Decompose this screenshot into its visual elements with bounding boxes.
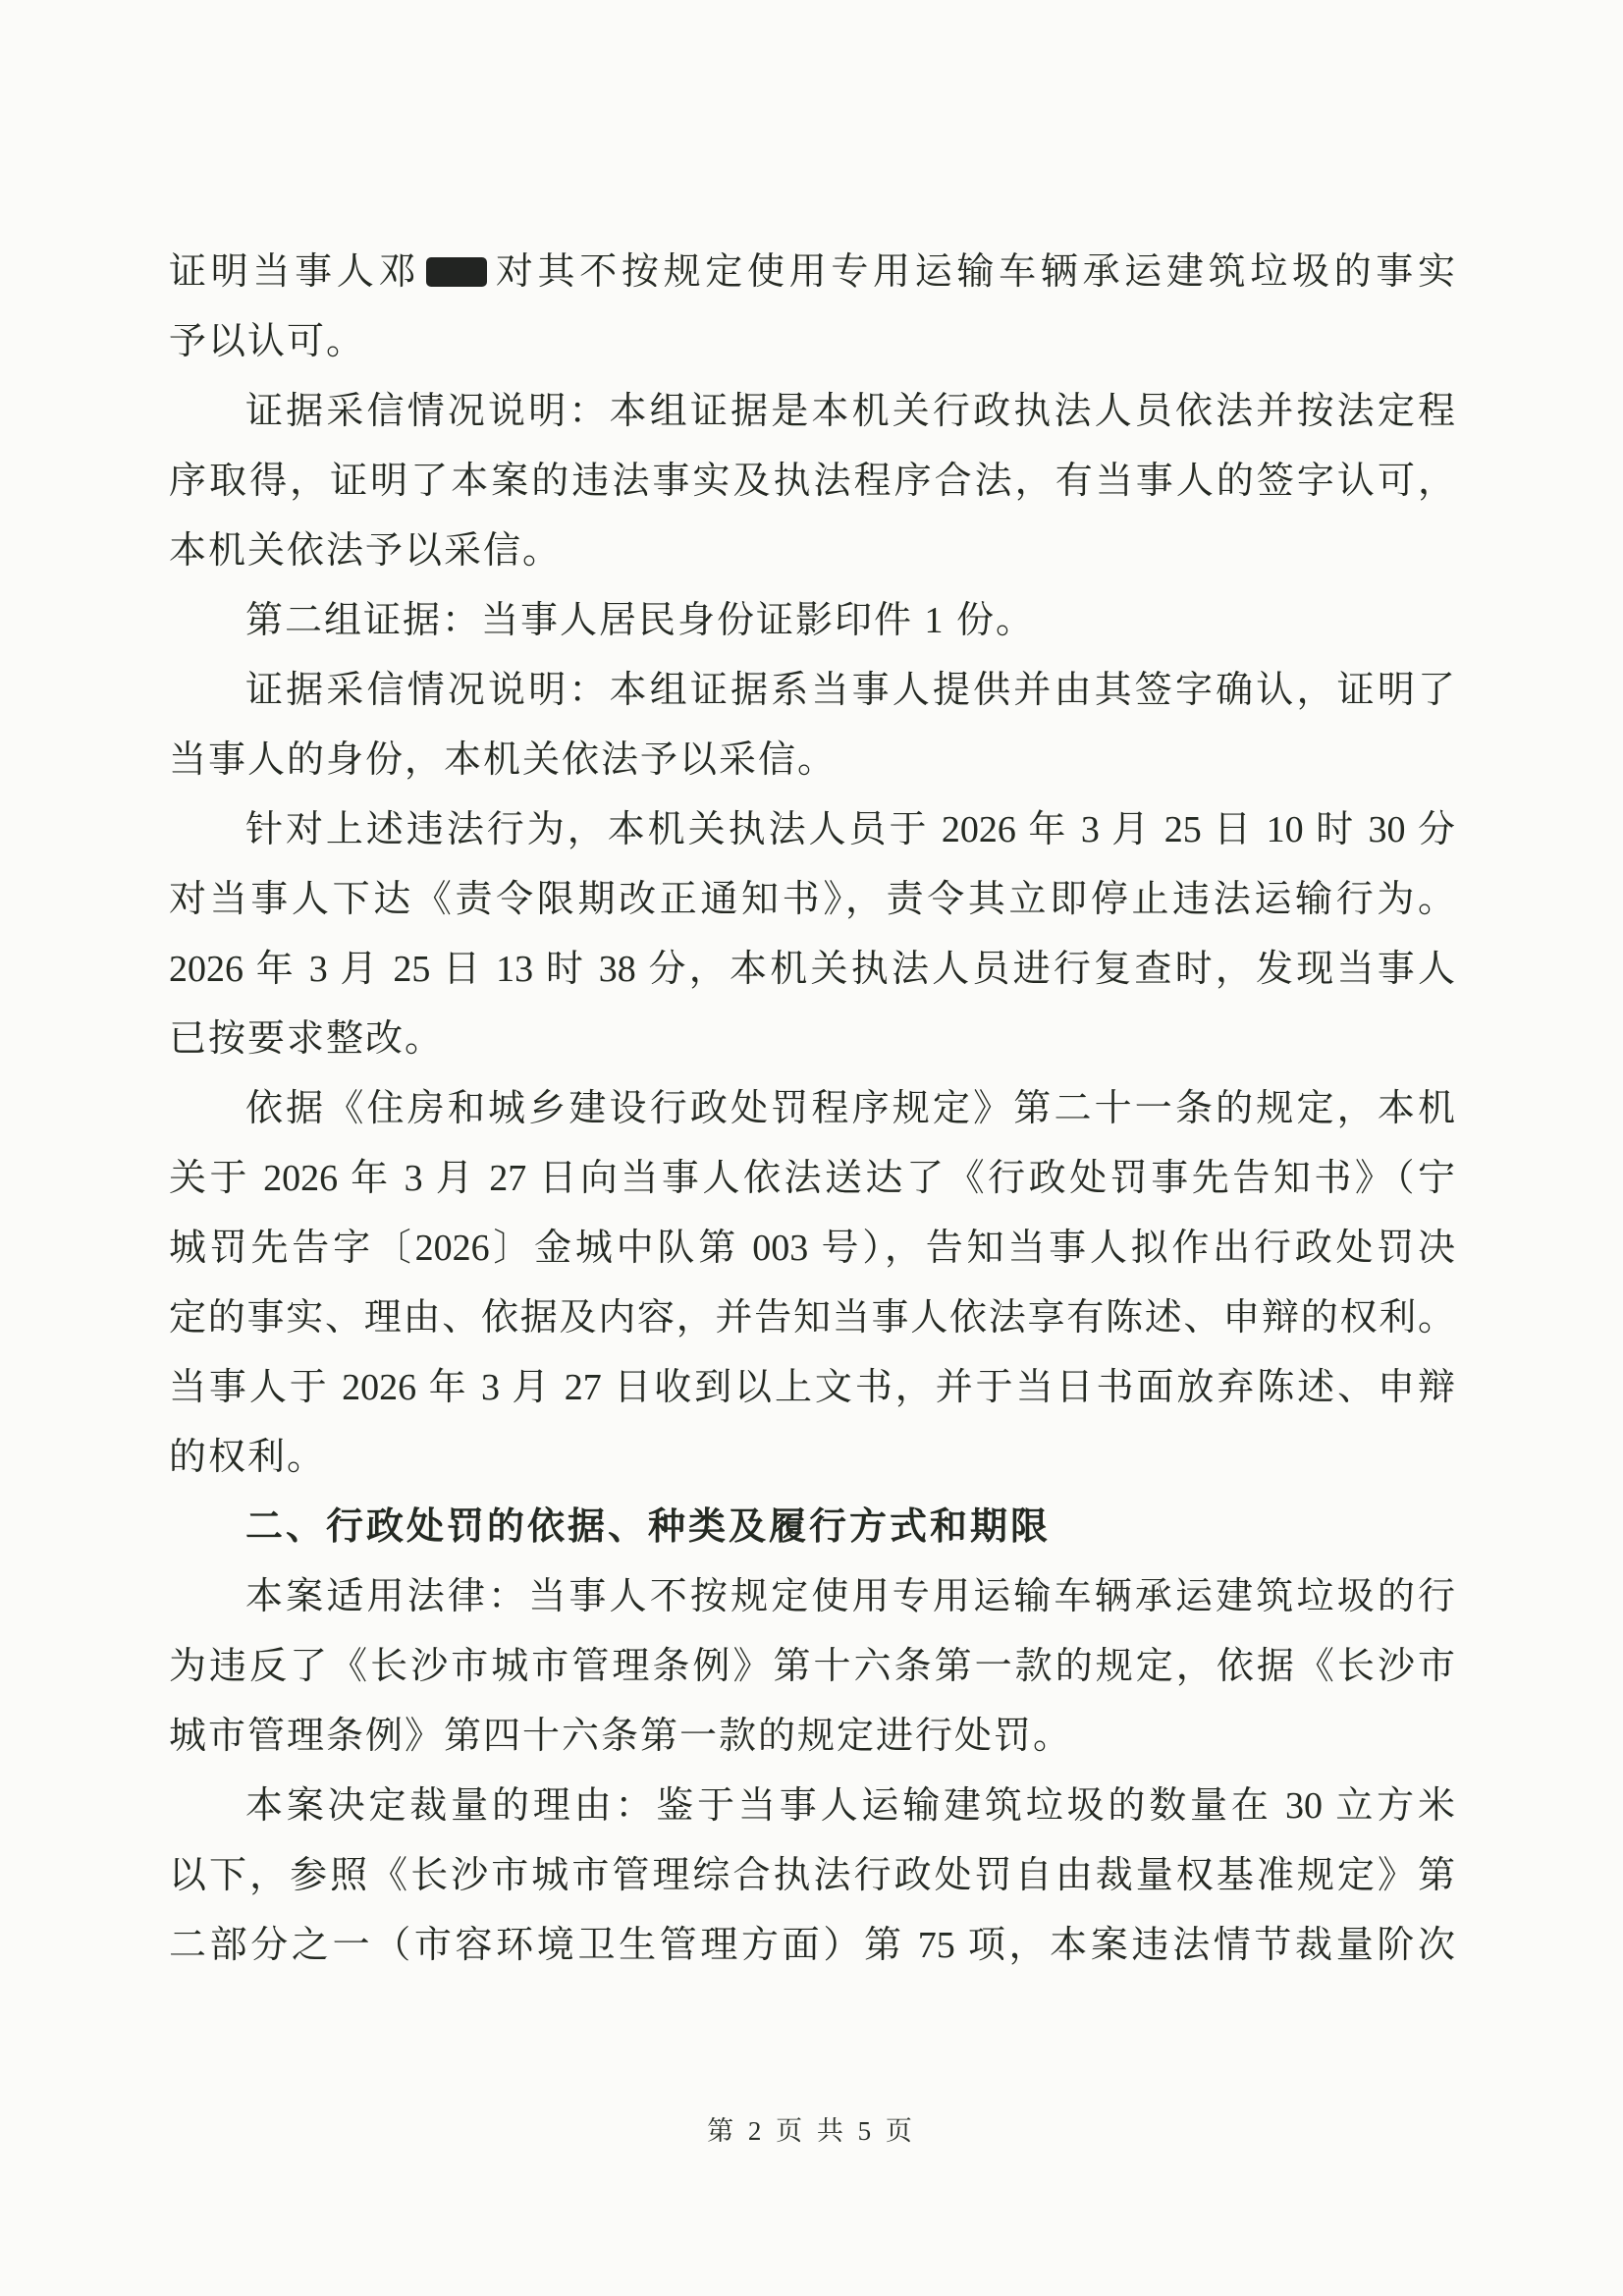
- text-line: 予以认可。: [169, 321, 366, 362]
- text-line: 城罚先告字〔2026〕金城中队第 003 号），告知当事人拟作出行政处罚决: [169, 1228, 1455, 1269]
- text-line: 证据采信情况说明：本组证据是本机关行政执法人员依法并按法定程: [245, 391, 1455, 432]
- text-line: 序取得，证明了本案的违法事实及执法程序合法，有当事人的签字认可，: [169, 461, 1455, 502]
- text-line: 当事人的身份，本机关依法予以采信。: [169, 739, 838, 781]
- text-line: 定的事实、理由、依据及内容，并告知当事人依法享有陈述、申辩的权利。: [169, 1297, 1455, 1339]
- text-segment: 对其不按规定使用专用运输车辆承运建筑垃圾的事实: [491, 251, 1455, 293]
- text-segment: 证明当事人邓: [169, 251, 421, 293]
- text-line: 本案决定裁量的理由：鉴于当事人运输建筑垃圾的数量在 30 立方米: [245, 1785, 1455, 1827]
- redaction-box: [426, 257, 487, 287]
- text-line: 已按要求整改。: [169, 1018, 445, 1060]
- text-line: 二部分之一（市容环境卫生管理方面）第 75 项，本案违法情节裁量阶次: [169, 1925, 1455, 1966]
- text-line: 对当事人下达《责令限期改正通知书》，责令其立即停止违法运输行为。: [169, 879, 1455, 920]
- section-heading: 二、行政处罚的依据、种类及履行方式和期限: [245, 1506, 1052, 1548]
- text-line: 本案适用法律：当事人不按规定使用专用运输车辆承运建筑垃圾的行: [245, 1576, 1455, 1617]
- text-line: 针对上述违法行为，本机关执法人员于 2026 年 3 月 25 日 10 时 30 分: [245, 809, 1455, 850]
- text-line: 以下，参照《长沙市城市管理综合执法行政处罚自由裁量权基准规定》第: [169, 1855, 1455, 1896]
- text-line: 证据采信情况说明：本组证据系当事人提供并由其签字确认，证明了: [245, 670, 1455, 711]
- text-line: 第二组证据：当事人居民身份证影印件 1 份。: [245, 600, 1036, 641]
- page-footer: 第 2 页 共 5 页: [707, 2116, 916, 2146]
- text-line: 为违反了《长沙市城市管理条例》第十六条第一款的规定，依据《长沙市: [169, 1646, 1455, 1687]
- text-line: 城市管理条例》第四十六条第一款的规定进行处罚。: [169, 1716, 1073, 1757]
- text-line: 当事人于 2026 年 3 月 27 日收到以上文书，并于当日书面放弃陈述、申辩: [169, 1367, 1455, 1408]
- text-line: 关于 2026 年 3 月 27 日向当事人依法送达了《行政处罚事先告知书》（宁: [169, 1158, 1455, 1199]
- text-line: [169, 238, 1455, 307]
- text-line: 本机关依法予以采信。: [169, 530, 563, 572]
- text-line: 依据《住房和城乡建设行政处罚程序规定》第二十一条的规定，本机: [245, 1088, 1455, 1129]
- text-line: 2026 年 3 月 25 日 13 时 38 分，本机关执法人员进行复查时，发现当事人: [169, 949, 1455, 990]
- document-body: [169, 238, 1455, 1981]
- text-line: 的权利。: [169, 1437, 327, 1478]
